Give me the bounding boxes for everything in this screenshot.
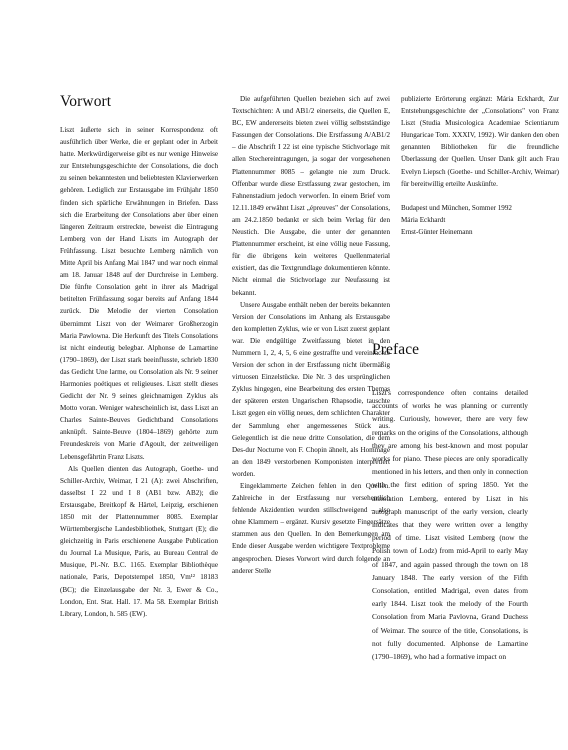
vorwort-paragraph: Eingeklammerte Zeichen fehlen in den Quellen. Zahlreiche in der Erstfassung nur versehentlich fehlende Akzidentien wurden stillschweigend – also ohne Klammern – ergänzt. Kursiv gesetzte Fingersätze stammen aus den Quellen. In den Bemerkungen am Ende dieser Ausgabe werden wichtigere Textprobleme angesprochen. Dieses Vorwort wird durch folgende an anderer Stelle [232,482,390,575]
signature-place-date: Budapest und München, Sommer 1992 [401,203,512,212]
vorwort-heading: Vorwort [60,93,112,110]
preface-column [372,386,528,663]
preface-paragraph: Liszt's correspondence often contains detailed accounts of works he was planning or currently writing. Curiously, however, there are very few remarks on the origins of the Consolations, although they are among his best-known and most popular works for piano. These pieces are only sporadically mentioned in his letters, and then only in connection with the first edition of spring 1850. Yet the annotation Lemberg, entered by Liszt in his autograph manuscript of the early version, clearly indicates that they were written over a lengthy period of time. Liszt visited Lemberg (now the Polish town of Lodz) from mid-April to early May of 1847, and again passed through the town on 18 January 1848. The early version of the Fifth Consolation, entitled Madrigal, even dates from early 1844. Liszt took the melody of the Fourth Consolation from Maria Pavlovna, Grand Duchess of Weimar. The source of the title, Consolations, is not fully documented. Alphonse de Lamartine (1790–1869), who had a formative impact on [372,388,528,662]
vorwort-column-1 [60,124,218,620]
vorwort-column-2 [232,93,390,577]
signature-name: Mária Eckhardt [401,215,446,224]
vorwort-paragraph: Als Quellen dienten das Autograph, Goethe- und Schiller-Archiv, Weimar, I 21 (A): zwei Abschriften, dasselbst I 22 und I 8 (AB1 bzw. AB2); die Erstausgabe, Breitkopf & Härtel, Leipzig, erschienen 1850 mit der Plattennummer 8085. Exemplar Württembergische Landesbibliothek, Stuttgart (E); die gleichzeitig in Paris erschienene Ausgabe Publication du Journal La Musique, Paris, au Bureau Central de Musique, Pl.-Nr. B.C. 1165. Exemplar Bibliothèque nationale, Paris, Depotstempel 1850, Vm¹² 18183 (BC); die Einzelausgabe der Nr. 3, Ewer & Co., London, Ent. Stat. Hall. 17. Ma 58. Exemplar British Library, London, h. 585 (EW). [60,464,218,618]
vorwort-column-3 [401,93,559,238]
preface-heading: Preface [372,341,420,358]
vorwort-paragraph: publizierte Erörterung ergänzt: Mária Eckhardt, Zur Entstehungsgeschichte der „Consolations" von Franz Liszt (Studia Musicologica Academiae Scientiarum Hungaricae Tom. XXXIV, 1992). Wir danken den oben genannten Bibliotheken für die freundliche Überlassung der Quellen. Unser Dank gilt auch Frau Evelyn Liepsch (Goethe- und Schiller-Archiv, Weimar) für bereitwillig erteilte Auskünfte. [401,95,559,188]
vorwort-paragraph: Die aufgeführten Quellen beziehen sich auf zwei Textschichten: A und AB1/2 einerseits, die Quellen E, BC, EW andererseits bieten zwei völlig selbstständige Fassungen der Consolations. Die Erstfassung A/AB1/2 – die Abschrift I 22 ist eine typische Stichvorlage mit allen Stechereintragungen, ja sogar der vorgesehenen Plattennummer 8085 – gelangte nie zum Druck. Offenbar wurde diese Erstfassung zwar gestochen, im Fahnenstadium jedoch verworfen. In einem Brief vom 12.11.1849 erwähnt Liszt „épreuves" der Consolations, am 24.2.1850 bedankt er sich beim Verlag für den Neustich. Die Ausgabe, die unter der genannten Plattennummer erscheint, ist eine völlig neue Fassung, für die übrigens kein weiteres Quellenmaterial existiert, das die Textgrundlage dokumentieren könnte. Nicht einmal die Stichvorlage zur Neufassung ist bekannt. [232,95,390,297]
vorwort-paragraph: Unsere Ausgabe enthält neben der bereits bekannten Version der Consolations im Anhang als Erstausgabe den kompletten Zyklus, wie er von Liszt zuerst geplant war. Die endgültige Zweitfassung bietet in den Nummern 1, 2, 4, 5, 6 eine gestraffte und vereinfachte Version der schon in der Erstfassung nicht übermäßig virtuosen Einzelstücke. Die Nr. 3 des ursprünglichen Zyklus hingegen, eine Bearbeitung des ersten Themas der späteren ersten Ungarischen Rhapsodie, tauschte Liszt gegen ein völlig neues, dem schlichten Charakter der Sammlung eher angemessenes Stück aus. Gelegentlich ist die neue dritte Consolation, die dem Des-dur Nocturne von F. Chopin ähnelt, als Hommage an den 1849 verstorbenen Komponisten interpretiert worden. [232,300,390,478]
signature-block [401,202,559,238]
vorwort-paragraph: Liszt äußerte sich in seiner Korrespondenz oft ausführlich über Werke, die er geplant oder in Arbeit hatte. Merkwürdigerweise gibt es nur wenige Hinweise zur Entstehungsgeschichte der Consolations, die doch zu seinen bekanntesten und beliebtesten Klavierwerken gehören. Lediglich zur Erstausgabe im Frühjahr 1850 finden sich spärliche Erwähnungen in Briefen. Dass sich die Erarbeitung der Consolations aber über einen längeren Zeitraum erstreckte, beweist die Eintragung Lemberg von der Hand Liszts im Autograph der Frühfassung. Liszt besuchte Lemberg nämlich von Mitte April bis Anfang Mai 1847 und war noch einmal am 18. Januar 1848 auf der Durchreise in Lemberg. Die fünfte Consolation geht in ihrer als Madrigal betitelten Frühfassung sogar bereits auf Anfang 1844 zurück. Die Melodie der vierten Consolation übernimmt Liszt von der Weimarer Großherzogin Maria Pawlowna. Die Herkunft des Titels Consolations ist nicht eindeutig belegbar. Alphonse de Lamartine (1790–1869), der Liszt stark beeinflusste, schrieb 1830 das Gedicht Une larme, ou Consolation als Nr. 9 seiner Harmonies poétiques et religieuses. Liszt stellt dieses Gedicht der Nr. 9 seines gleichnamigen Zyklus als Motto voran. Weniger wahrscheinlich ist, dass Liszt an Charles Sainte-Beuves Gedichtband Consolations anknüpft. Sainte-Beuve (1804–1869) gehörte zum Freundeskreis von Marie d'Agoult, der zeitweiligen Lebensgefährtin Franz Liszts. [60,126,218,461]
signature-name: Ernst-Günter Heinemann [401,228,473,237]
